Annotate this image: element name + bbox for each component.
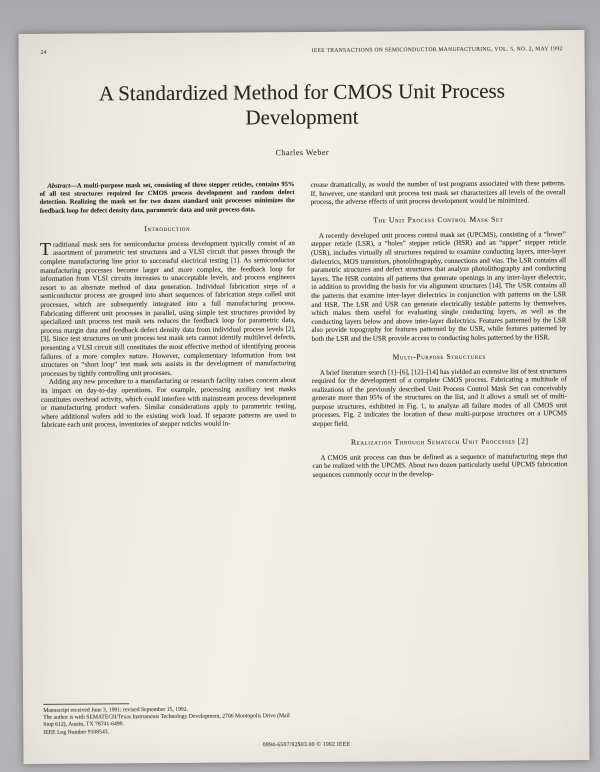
journal-line: IEEE TRANSACTIONS ON SEMICONDUCTOR MANUFACTURING, VOL. 5, NO. 2, MAY 1992	[311, 46, 563, 54]
author-name: Charles Weber	[275, 147, 330, 158]
intro-paragraph-2: Adding any new procedure to a manufacturing or research facility raises concern about its impact on day-to-day operations. For example, processing auxiliary test masks constitutes overhead activity, which could interfere with mainstream process development or manufacturing product wafers. Similar considerations apply to parametric testing, where additional wafers add to the existing work load. If separate patterns are used to fabricate each unit process, inventories of stepper reticles would in-	[40, 376, 297, 430]
left-column	[39, 181, 298, 737]
abstract-text: —A multi-purpose mask set, consisting of three stepper reticles, contains 95% of all test structures required for CMOS process development and random defect detection. Realizing the mask set for two dozen standard unit processes minimizes the feedback loop for defect density data, parametric data and unit process data.	[39, 181, 295, 215]
continuation-paragraph: crease dramatically, as would the number of test programs associated with these patterns. If, however, one standard unit process test mask set characterizes all levels of the overall process, the adverse effects of unit process development would be minimized.	[310, 179, 566, 207]
section-heading-upcms: The Unit Process Control Mask Set	[373, 214, 504, 225]
upcms-paragraph: A recently developed unit process control mask set (UPCMS), consisting of a “lower” stepper reticle (LSR), a “holes” stepper reticle (HSR) and an “upper” stepper reticle (USR), includes virtually all structures required to examine conducting layers, inter-layer dielectrics, MOS transistors, photolithography, connections and vias. The LSR contains all parametric structures and defect structures that analyze photolithography and conducting layers. The HSR contains all patterns that generate openings in any inter-layer dielectric, in addition to providing the basis for via alignment structures [14]. The USR contains all the patterns that examine inter-layer dielectrics in conjunction with patterns on the LSR and HSR. The LSR and USR can generate electrically testable patterns by themselves, which makes them useful for evaluating single conducting layers, as well as the conducting layers below and above inter-layer dielectrics. Features patterned by the LSR also provide topography for features patterned by the USR, while features patterned by both the LSR and the USR provide access to conducting holes patterned by the HSR.	[310, 229, 567, 343]
drop-cap: T	[39, 238, 52, 259]
section-heading-realization: Realization Through Sematech Unit Processes [2]	[351, 436, 529, 447]
section-heading-introduction: Introduction	[144, 223, 191, 233]
realization-paragraph: A CMOS unit process can thus be defined as a sequence of manufacturing steps that can be realized with the UPCMS. About two dozen particularly useful UPCMS fabrication sequences commonly occur in the develop-	[312, 451, 568, 479]
page-number: 24	[40, 49, 47, 56]
page-header	[39, 46, 565, 56]
multi-purpose-paragraph: A brief literature search [1]–[6], [12]–[14] has yielded an extensive list of test structures required for the development of a complete CMOS process. Fabricating a multitude of realizations of the previously described Unit Process Control Mask Set can conceivably generate more than 95% of the structures on the list, and it allows a small set of multi-purpose structures, exhibited in Fig. 1, to analyze all failure modes of all CMOS unit processes. Fig. 2 indicates the location of these multi-purpose structures on a UPCMS stepper field.	[311, 366, 568, 429]
footnote-rule	[43, 703, 129, 705]
abstract-label: Abstract	[47, 182, 71, 190]
paper-page	[18, 30, 589, 764]
section-heading-multi-purpose: Multi-Purpose Structures	[392, 351, 486, 361]
footnote-affiliation: The author is with SEMATECH/Texas Instruments Technology Development, 2706 Montopolis Drive (Mail Stop 612), Austin, TX 78741-6499.	[43, 713, 290, 729]
two-column-body	[39, 179, 569, 737]
abstract	[39, 181, 294, 216]
footnote-received: Manuscript received June 3, 1991; revised September 15, 1992.	[43, 706, 189, 714]
footnote-block	[43, 702, 298, 737]
footnote-log-number: IEEE Log Number 9108543.	[43, 729, 110, 736]
paper-title: A Standardized Method for CMOS Unit Process Development	[98, 78, 505, 130]
intro-paragraph-text: raditional mask sets for semiconductor process development typically consist of an assortment of parametric test structures and a VLSI circuit that passes through the complete manufacturing line prior to successful electrical testing [1]. As semiconductor manufacturing processes become larger and more complex, the feedback loop for information from VLSI circuits increases to unacceptable levels, and process engineers resort to an alternate method of data generation. Individual fabrication steps of a semiconductor process are grouped into short sequences of fabrication steps called unit processes, which are subsequently integrated into a full manufacturing process. Fabricating different unit processes in parallel, using simple test structures provided by specialized unit process test mask sets reduces the feedback loop for parametric data, process margin data and feedback defect density data from individual process levels [2], [3]. Since test structures on unit process test mask sets cannot identify multilevel defects, presenting a VLSI circuit still constitutes the most effective method of identifying process failures of a more complex nature. However, complementary information from test structures on “short loop” test mask sets assists in the development of manufacturing processes by tightly controlling unit processes.	[40, 238, 296, 378]
intro-paragraph	[40, 239, 296, 378]
right-column	[310, 179, 569, 735]
copyright-line: 0894-6507/92$03.00 © 1992 IEEE	[262, 741, 351, 749]
